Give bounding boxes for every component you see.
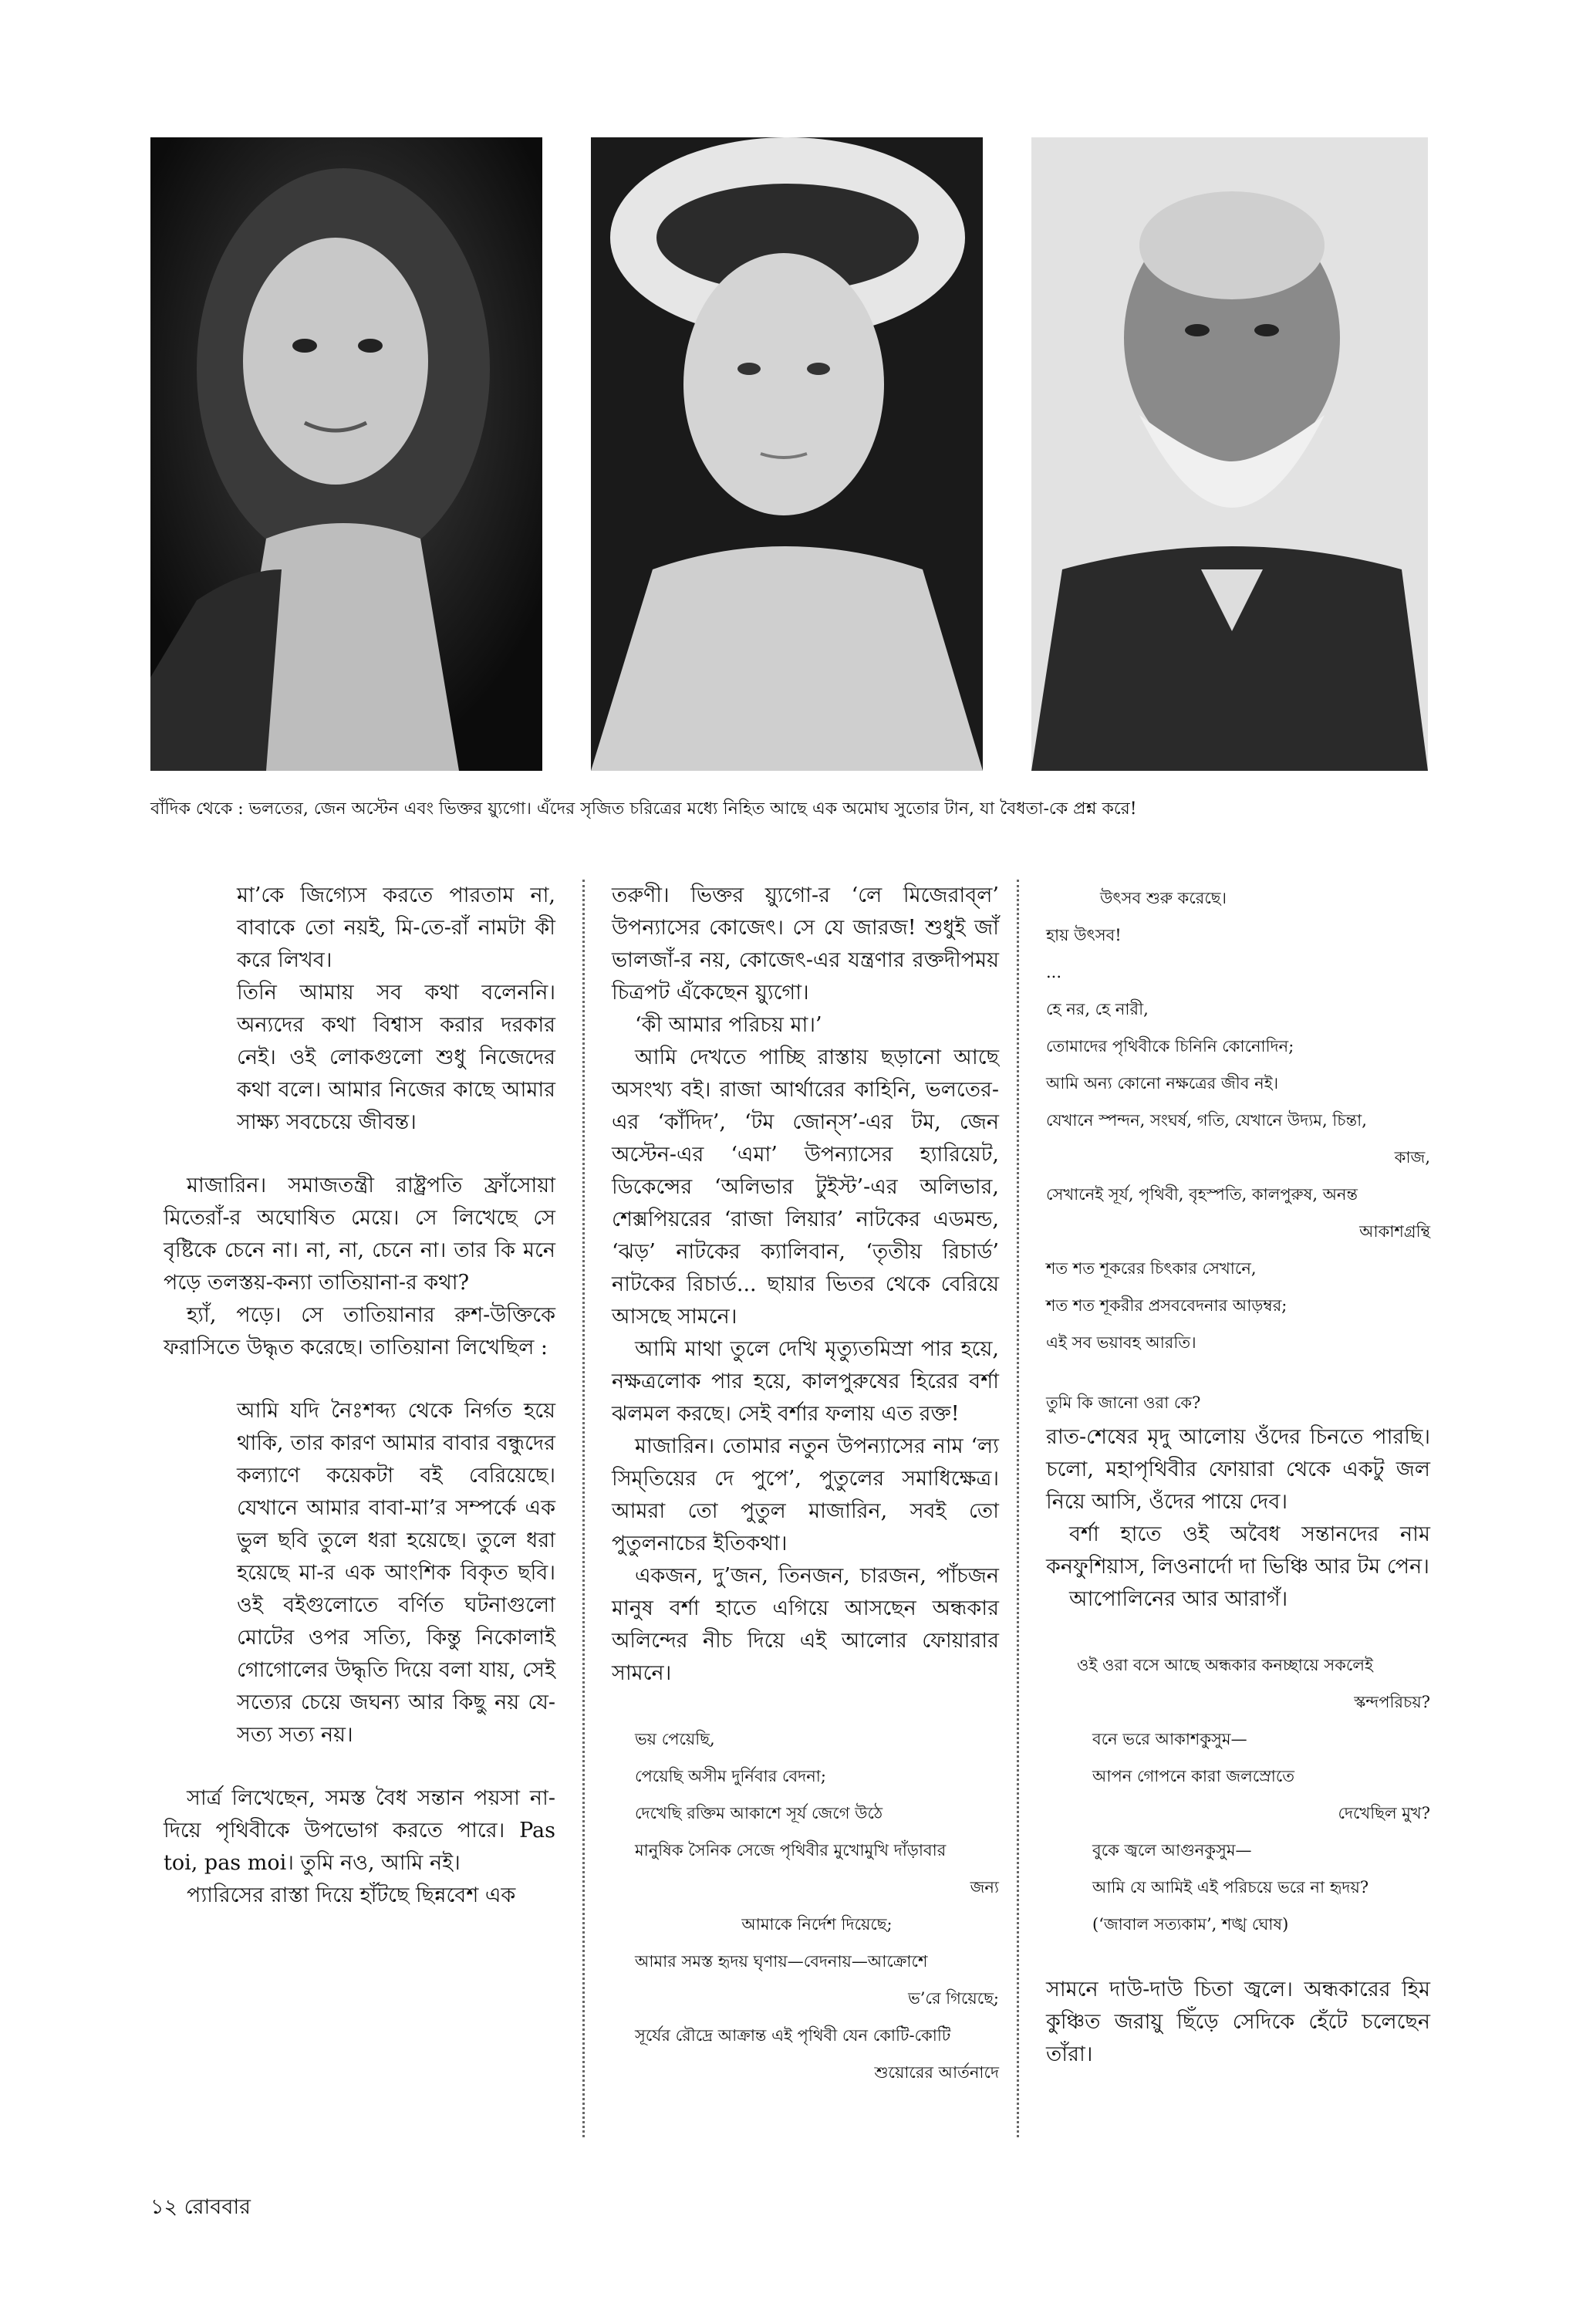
column-2: [612, 880, 999, 2091]
poem-line: দেখেছি রক্তিম আকাশে সূর্য জেগে উঠে: [635, 1804, 883, 1822]
body-paragraph: মাজারিন। সমাজতন্ত্রী রাষ্ট্রপতি ফ্রাঁসোয়া মিতেরাঁ-র অঘোষিত মেয়ে। সে লিখেছে সে বৃষ্টিকে চেনে না। না, না, চেনে না। তার কি মনে পড়ে তলস্তয়-কন্যা তাতিয়ানা-র কথা?: [164, 1174, 555, 1295]
poem-line: ভ’রে গিয়েছে;: [908, 1989, 999, 2008]
poem-line: দেখেছিল মুখ?: [1338, 1804, 1430, 1822]
poem-line: (‘জাবাল সত্যকাম’, শঙ্খ ঘোষ): [1092, 1915, 1289, 1934]
poem-line: আমি অন্য কোনো নক্ষত্রের জীব নই।: [1046, 1074, 1279, 1093]
body-paragraph: আমি দেখতে পাচ্ছি রাস্তায় ছড়ানো আছে অসংখ্য বই। রাজা আর্থারের কাহিনি, ভলতের-এর ‘কাঁদিদ’, ‘টম জোন্‌স’-এর টম, জেন অস্টেন-এর ‘এমা’ উপন্যাসের হ্যারিয়েট, ডিকেন্সের ‘অলিভার টুইস্ট’-এর অলিভার, শেক্সপিয়রের ‘রাজা লিয়ার’ নাটকের এডমন্ড, ‘ঝড়’ নাটকের ক্যালিবান, ‘তৃতীয় রিচার্ড’ নাটকের রিচার্ড... ছায়ার ভিতর থেকে বেরিয়ে আসছে সামনে।: [612, 1045, 999, 1329]
poem-line: শত শত শূকরীর প্রসববেদনার আড়ম্বর;: [1046, 1296, 1287, 1315]
body-paragraph: ‘কী আমার পরিচয় মা।’: [635, 1013, 822, 1037]
poem-line: বুকে জ্বলে আগুনকুসুম—: [1092, 1841, 1252, 1860]
portrait-voltaire: [150, 137, 542, 771]
page-footer: ১২ রোববার: [150, 2195, 251, 2219]
poem-line: আকাশগ্রন্থি: [1359, 1222, 1430, 1241]
body-paragraph: সামনে দাউ-দাউ চিতা জ্বলে। অন্ধকারের হিম কুঞ্চিত জরায়ু ছিঁড়ে সেদিকে হেঁটে চলেছেন তাঁরা।: [1046, 1978, 1430, 2066]
portrait-jane-austen: [591, 137, 983, 771]
body-paragraph: তরুণী। ভিক্তর য়্যুগো-র ‘লে মিজেরাব্‌ল’ উপন্যাসের কোজেৎ। সে যে জারজ! শুধুই জাঁ ভালজাঁ-র নয়, কোজেৎ-এর যন্ত্রণার রক্তদীপময় চিত্রপট এঁকেছেন য়্যুগো।: [612, 883, 999, 1005]
body-paragraph: হ্যাঁ, পড়ে। সে তাতিয়ানার রুশ-উক্তিকে ফরাসিতে উদ্ধৃত করেছে। তাতিয়ানা লিখেছিল :: [164, 1303, 555, 1360]
body-paragraph: সার্ত্র লিখেছেন, সমস্ত বৈধ সন্তান পয়সা না-দিয়ে পৃথিবীকে উপভোগ করতে পারে। Pas toi, pas moi। তুমি নও, আমি নই।: [164, 1786, 555, 1875]
quote-paragraph: তিনি আমায় সব কথা বলেননি। অন্যদের কথা বিশ্বাস করার দরকার নেই। ওই লোকগুলো শুধু নিজেদের কথা বলে। আমার নিজের কাছে আমার সাক্ষ্য সবচেয়ে জীবন্ত।: [237, 981, 555, 1134]
poem-line: আমি যে আমিই এই পরিচয়ে ভরে না হৃদয়?: [1092, 1878, 1369, 1897]
poem-line: স্কন্দপরিচয়?: [1354, 1693, 1430, 1711]
poem-line: শুয়োরের আর্তনাদে: [874, 2063, 999, 2082]
body-paragraph: রাত-শেষের মৃদু আলোয় ওঁদের চিনতে পারছি। চলো, মহাপৃথিবীর ফোয়ারা থেকে একটু জল নিয়ে আসি, ওঁদের পায়ে দেব।: [1046, 1425, 1430, 1514]
portrait-victor-hugo: [1031, 137, 1428, 771]
poem-line: আমার সমস্ত হৃদয় ঘৃণায়—বেদনায়—আক্রোশে: [635, 1952, 928, 1971]
column-divider: [582, 880, 585, 2137]
poem-line: তুমি কি জানো ওরা কে?: [1046, 1393, 1201, 1412]
column-1: [164, 880, 555, 1912]
poem-quote: [612, 1721, 999, 2091]
body-paragraph: আমি মাথা তুলে দেখি মৃত্যুতমিস্রা পার হয়ে, নক্ষত্রলোক পার হয়ে, কালপুরুষের হিরের বর্শা ঝলমল করছে। সেই বর্শার ফলায় এত রক্ত!: [612, 1337, 999, 1426]
poem-line: তোমাদের পৃথিবীকে চিনিনি কোনোদিন;: [1046, 1037, 1294, 1056]
poem-line: পেয়েছি অসীম দুর্নিবার বেদনা;: [635, 1767, 826, 1785]
quote-paragraph: আমি যদি নৈঃশব্দ্য থেকে নির্গত হয়ে থাকি, তার কারণ আমার বাবার বন্ধুদের কল্যাণে কয়েকটা বই বেরিয়েছে। যেখানে আমার বাবা-মা’র সম্পর্কে এক ভুল ছবি তুলে ধরা হয়েছে। তুলে ধরা হয়েছে মা-র এক আংশিক বিকৃত ছবি। ওই বইগুলোতে বর্ণিত ঘটনাগুলো মোটের ওপর সত্যি, কিন্তু নিকোলাই গোগোলের উদ্ধৃতি দিয়ে বলা যায়, সেই সত্যের চেয়ে জঘন্য আর কিছু নয় যে-সত্য সত্য নয়।: [237, 1399, 555, 1747]
poem-line: হায় উৎসব!: [1046, 926, 1122, 944]
body-paragraph: প্যারিসের রাস্তা দিয়ে হাঁটছে ছিন্নবেশ এক: [187, 1883, 516, 1907]
poem-line: সেখানেই সূর্য, পৃথিবী, বৃহস্পতি, কালপুরুষ, অনন্ত: [1046, 1185, 1358, 1204]
poem-line: ...: [1046, 963, 1062, 981]
poem-line: শত শত শূকরের চিৎকার সেখানে,: [1046, 1259, 1257, 1278]
poem-line: হে নর, হে নারী,: [1046, 1000, 1149, 1018]
column-3: [1046, 880, 1430, 2071]
poem-quote: [1046, 880, 1430, 1421]
poem-line: যেখানে স্পন্দন, সংঘর্ষ, গতি, যেখানে উদ্যম, চিন্তা,: [1046, 1111, 1367, 1130]
quote-paragraph: মা’কে জিগ্যেস করতে পারতাম না, বাবাকে তো নয়ই, মি-তে-রাঁ নামটা কী করে লিখব।: [237, 883, 555, 972]
photo-caption: বাঁদিক থেকে : ভলতের, জেন অস্টেন এবং ভিক্তর য়্যুগো। এঁদের সৃজিত চরিত্রের মধ্যে নিহিত আছে এক অমোঘ সুতোর টান, যা বৈধতা-কে প্রশ্ন করে!: [150, 799, 1137, 819]
poem-line: ওই ওরা বসে আছে অন্ধকার কনচ্ছায়ে সকলেই: [1077, 1656, 1373, 1674]
poem-line: আপন গোপনে কারা জলস্রোতে: [1092, 1767, 1295, 1785]
poem-line: সূর্যের রৌদ্রে আক্রান্ত এই পৃথিবী যেন কোটি-কোটি: [635, 2026, 951, 2045]
body-paragraph: বর্শা হাতে ওই অবৈধ সন্তানদের নাম কনফুশিয়াস, লিওনার্দো দা ভিঞ্চি আর টম পেন।: [1046, 1522, 1430, 1579]
body-paragraph: একজন, দু’জন, তিনজন, চারজন, পাঁচজন মানুষ বর্শা হাতে এগিয়ে আসছেন অন্ধকার অলিন্দের নীচ দিয়ে এই আলোর ফোয়ারার সামনে।: [612, 1564, 999, 1685]
poem-line: মানুষিক সৈনিক সেজে পৃথিবীর মুখোমুখি দাঁড়াবার: [635, 1841, 947, 1860]
body-paragraph: মাজারিন। তোমার নতুন উপন্যাসের নাম ‘ল্য সিম্‌তিয়ের দে পুপে’, পুতুলের সমাধিক্ষেত্র। আমরা তো পুতুল মাজারিন, সবই তো পুতুলনাচের ইতিকথা।: [612, 1434, 999, 1556]
poem-line: বনে ভরে আকাশকুসুম—: [1092, 1730, 1247, 1748]
poem-line: উৎসব শুরু করেছে।: [1100, 889, 1227, 907]
poem-quote: [1046, 1647, 1430, 1943]
poem-line: ভয় পেয়েছি,: [635, 1730, 715, 1748]
poem-line: আমাকে নির্দেশ দিয়েছে;: [741, 1915, 893, 1934]
poem-line: জন্য: [970, 1878, 999, 1897]
column-divider: [1017, 880, 1019, 2137]
body-paragraph: আপোলিনের আর আরাগঁ।: [1069, 1587, 1288, 1611]
poem-line: কাজ,: [1394, 1148, 1430, 1167]
poem-line: এই সব ভয়াবহ আরতি।: [1046, 1333, 1196, 1352]
